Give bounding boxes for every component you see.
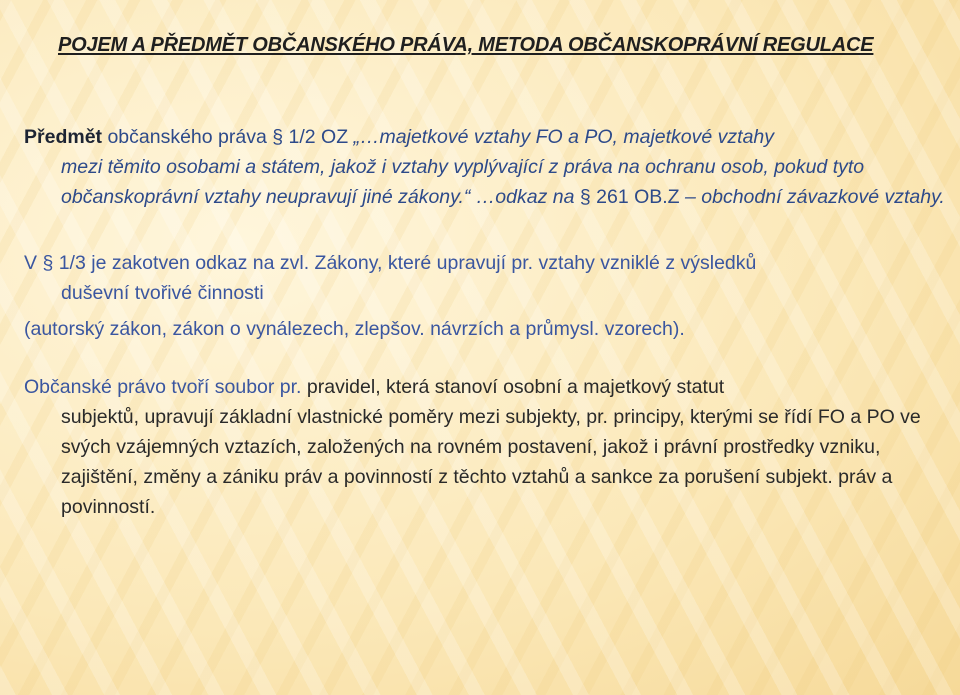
text-obcanskeho-prava: občanského práva <box>102 126 273 148</box>
text-zakotven-odkaz: 1/3 je zakotven odkaz na zvl. Zákony, které upravují pr. vztahy vzniklé z výsledků <box>53 252 757 274</box>
paragraph-section-1-3 <box>24 248 954 344</box>
section-sign: § <box>272 126 284 148</box>
text-obz-ref: 261 OB.Z <box>590 186 680 208</box>
paragraph-subject-rest <box>24 152 954 212</box>
text-zakony-list: (autorský zákon, zákon o vynálezech, zlepšov. návrzích a průmysl. vzorech). <box>24 318 685 340</box>
quote-start: „…majetkové vztahy FO a PO, majetkové vztahy <box>353 126 775 148</box>
text-obchodni-vztahy: – obchodní závazkové vztahy. <box>679 186 945 208</box>
paragraph-subject <box>24 122 954 212</box>
paragraph-subject-first-line <box>24 126 774 148</box>
text-definition-lead: Občanské právo tvoří soubor pr. <box>24 376 302 398</box>
paragraph-section-first-line <box>24 252 756 274</box>
slide-title: POJEM A PŘEDMĚT OBČANSKÉHO PRÁVA, METODA OBČANSKOPRÁVNÍ REGULACE <box>58 34 874 56</box>
text-oz-ref: 1/2 OZ <box>283 126 354 148</box>
term-predmet: Předmět <box>24 126 103 148</box>
slide-body <box>24 122 954 522</box>
text-dusevni-cinnosti: duševní tvořivé činnosti <box>61 282 264 304</box>
text-definition-cont: pravidel, která stanoví osobní a majetkový statut <box>301 376 725 398</box>
text-v: V <box>24 252 43 274</box>
section-sign: § <box>42 252 54 274</box>
section-sign: § <box>579 186 591 208</box>
paragraph-definition-rest: subjektů, upravují základní vlastnické poměry mezi subjekty, pr. principy, kterými se řídí FO a PO ve svých vzájemných vztazích, založených na rovném postavení, jakož i právní prostředky vzniku, zajištění, změny a zániku práv a povinností z těchto vztahů a sankce za porušení subjekt. práv a povinností. <box>61 406 921 518</box>
paragraph-definition-first-line <box>24 376 724 398</box>
paragraph-definition <box>24 372 954 522</box>
quote-continuation: mezi těmito osobami a státem, jakož i vztahy vyplývající z práva na ochranu osob, pokud tyto občanskoprávní vztahy neupravují jiné zákony.“ …odkaz na <box>61 156 865 208</box>
